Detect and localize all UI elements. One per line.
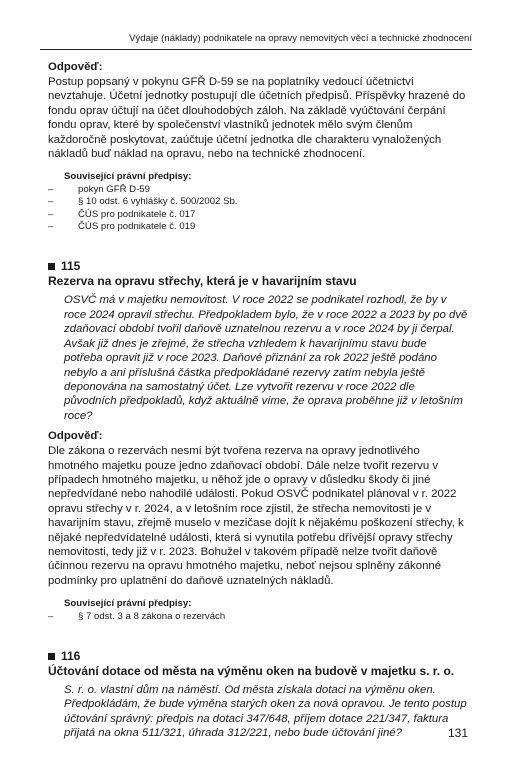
question-text: S. r. o. vlastní dům na náměstí. Od města získala dotaci na výměnu oken. Předpokládám, že bude výměna starých oken za nová opravou. Je tento postup účtování správný: předpis na dotaci 347/648, příjem dotace 221/347, faktura přijatá na okna 511/321, úhrada 312/221, nebo bude účtování jiné?: [64, 684, 467, 740]
legal-item: – ČÚS pro podnikatele č. 017: [48, 208, 196, 220]
legal-list: [48, 611, 468, 623]
header-rule: [40, 49, 472, 50]
section-bullet-icon: [48, 653, 55, 660]
section-number: 116: [61, 649, 81, 663]
legal-item: – § 10 odst. 6 vyhlášky č. 500/2002 Sb.: [48, 196, 238, 208]
legal-heading: Související právní předpisy:: [64, 598, 192, 610]
question-text: OSVČ má v majetku nemovitost. V roce 2022 se podnikatel rozhodl, že by v roce 2024 opravil střechu. Předpokladem bylo, že v roce 2022 a 2023 by po dvě zdaňovací období tvořil daňově uznatelnou rezervu a v roce 2024 by ji čerpal. Avšak již dnes je zřejmé, že střecha vzhledem k havarijnímu stavu bude potřeba opravit již v roce 2023. Daňové přiznání za rok 2022 ještě podáno nebylo a ani příslušná částka předpokládané rezervy zatím nebyla ještě deponována na samostatný účet. Lze vytvořit rezervu v roce 2022 dle původních předpokladů, když aktuálně víme, že oprava proběhne již v letošním roce?: [64, 294, 468, 422]
page-number: 131: [447, 726, 468, 740]
section-116: [48, 649, 468, 679]
running-header: Výdaje (náklady) podnikatele na opravy nemovitých věcí a technické zhodnocení: [129, 33, 472, 44]
answer-text: Postup popsaný v pokynu GFŘ D-59 se na poplatníky vedoucí účetnictví nevztahuje. Účetní jednotky postupují dle účetních předpisů. Příspěvky hrazené do fondu oprav účtují na účet dlouhodobých záloh. Na základě vyúčtování čerpání fondu oprav, které by společenství vlastníků jednotek mělo svým členům každoročně poskytovat, zaúčtuje účetní jednotka dle charakteru vynaložených nákladů buď náklad na opravu, nebo na technické zhodnocení.: [48, 76, 466, 161]
answer-label: Odpověď:: [48, 61, 103, 73]
answer-text: Dle zákona o rezervách nesmí být tvořena rezerva na opravy jednotlivého hmotného majetku pouze jedno zdaňovací období. Dále nelze tvořit rezervu v případech hmotného majetku, u něhož jde o opravy v důsledku škody či jiné nepředvídané nebo nahodilé události. Pokud OSVČ podnikatel plánoval v r. 2022 opravu střechy v r. 2024, a v letošním roce zjistil, že střecha nemovitosti je v havarijním stavu, zřejmě muselo v mezičase dojít k nějakému poškození střechy, k nějaké nepředvídatelné události, která si vynutila potřebu dřívější opravy střechy nemovitosti, tedy již v r. 2023. Bohužel v takovém případě nelze tvořit daňově účinnou rezervu na opravu hmotného majetku, neboť nejsou splněny zákonné podmínky pro uplatnění do daňově uznatelných nákladů.: [48, 445, 464, 587]
section-bullet-icon: [48, 263, 55, 270]
section-title: Rezerva na opravu střechy, která je v havarijním stavu: [48, 274, 357, 289]
section-number: 115: [61, 259, 81, 274]
page-content: [48, 60, 468, 741]
answer-label: Odpověď:: [48, 430, 103, 443]
legal-item: – pokyn GFŘ D-59: [48, 183, 150, 195]
legal-list: [48, 184, 468, 234]
section-title: Účtování dotace od města na výměnu oken na budově v majetku s. r. o.: [48, 664, 455, 678]
section-115: [48, 259, 468, 289]
legal-heading: Související právní předpisy:: [64, 171, 192, 183]
legal-item: – § 7 odst. 3 a 8 zákona o rezervách: [48, 610, 226, 622]
legal-item: – ČÚS pro podnikatele č. 019: [48, 221, 196, 233]
